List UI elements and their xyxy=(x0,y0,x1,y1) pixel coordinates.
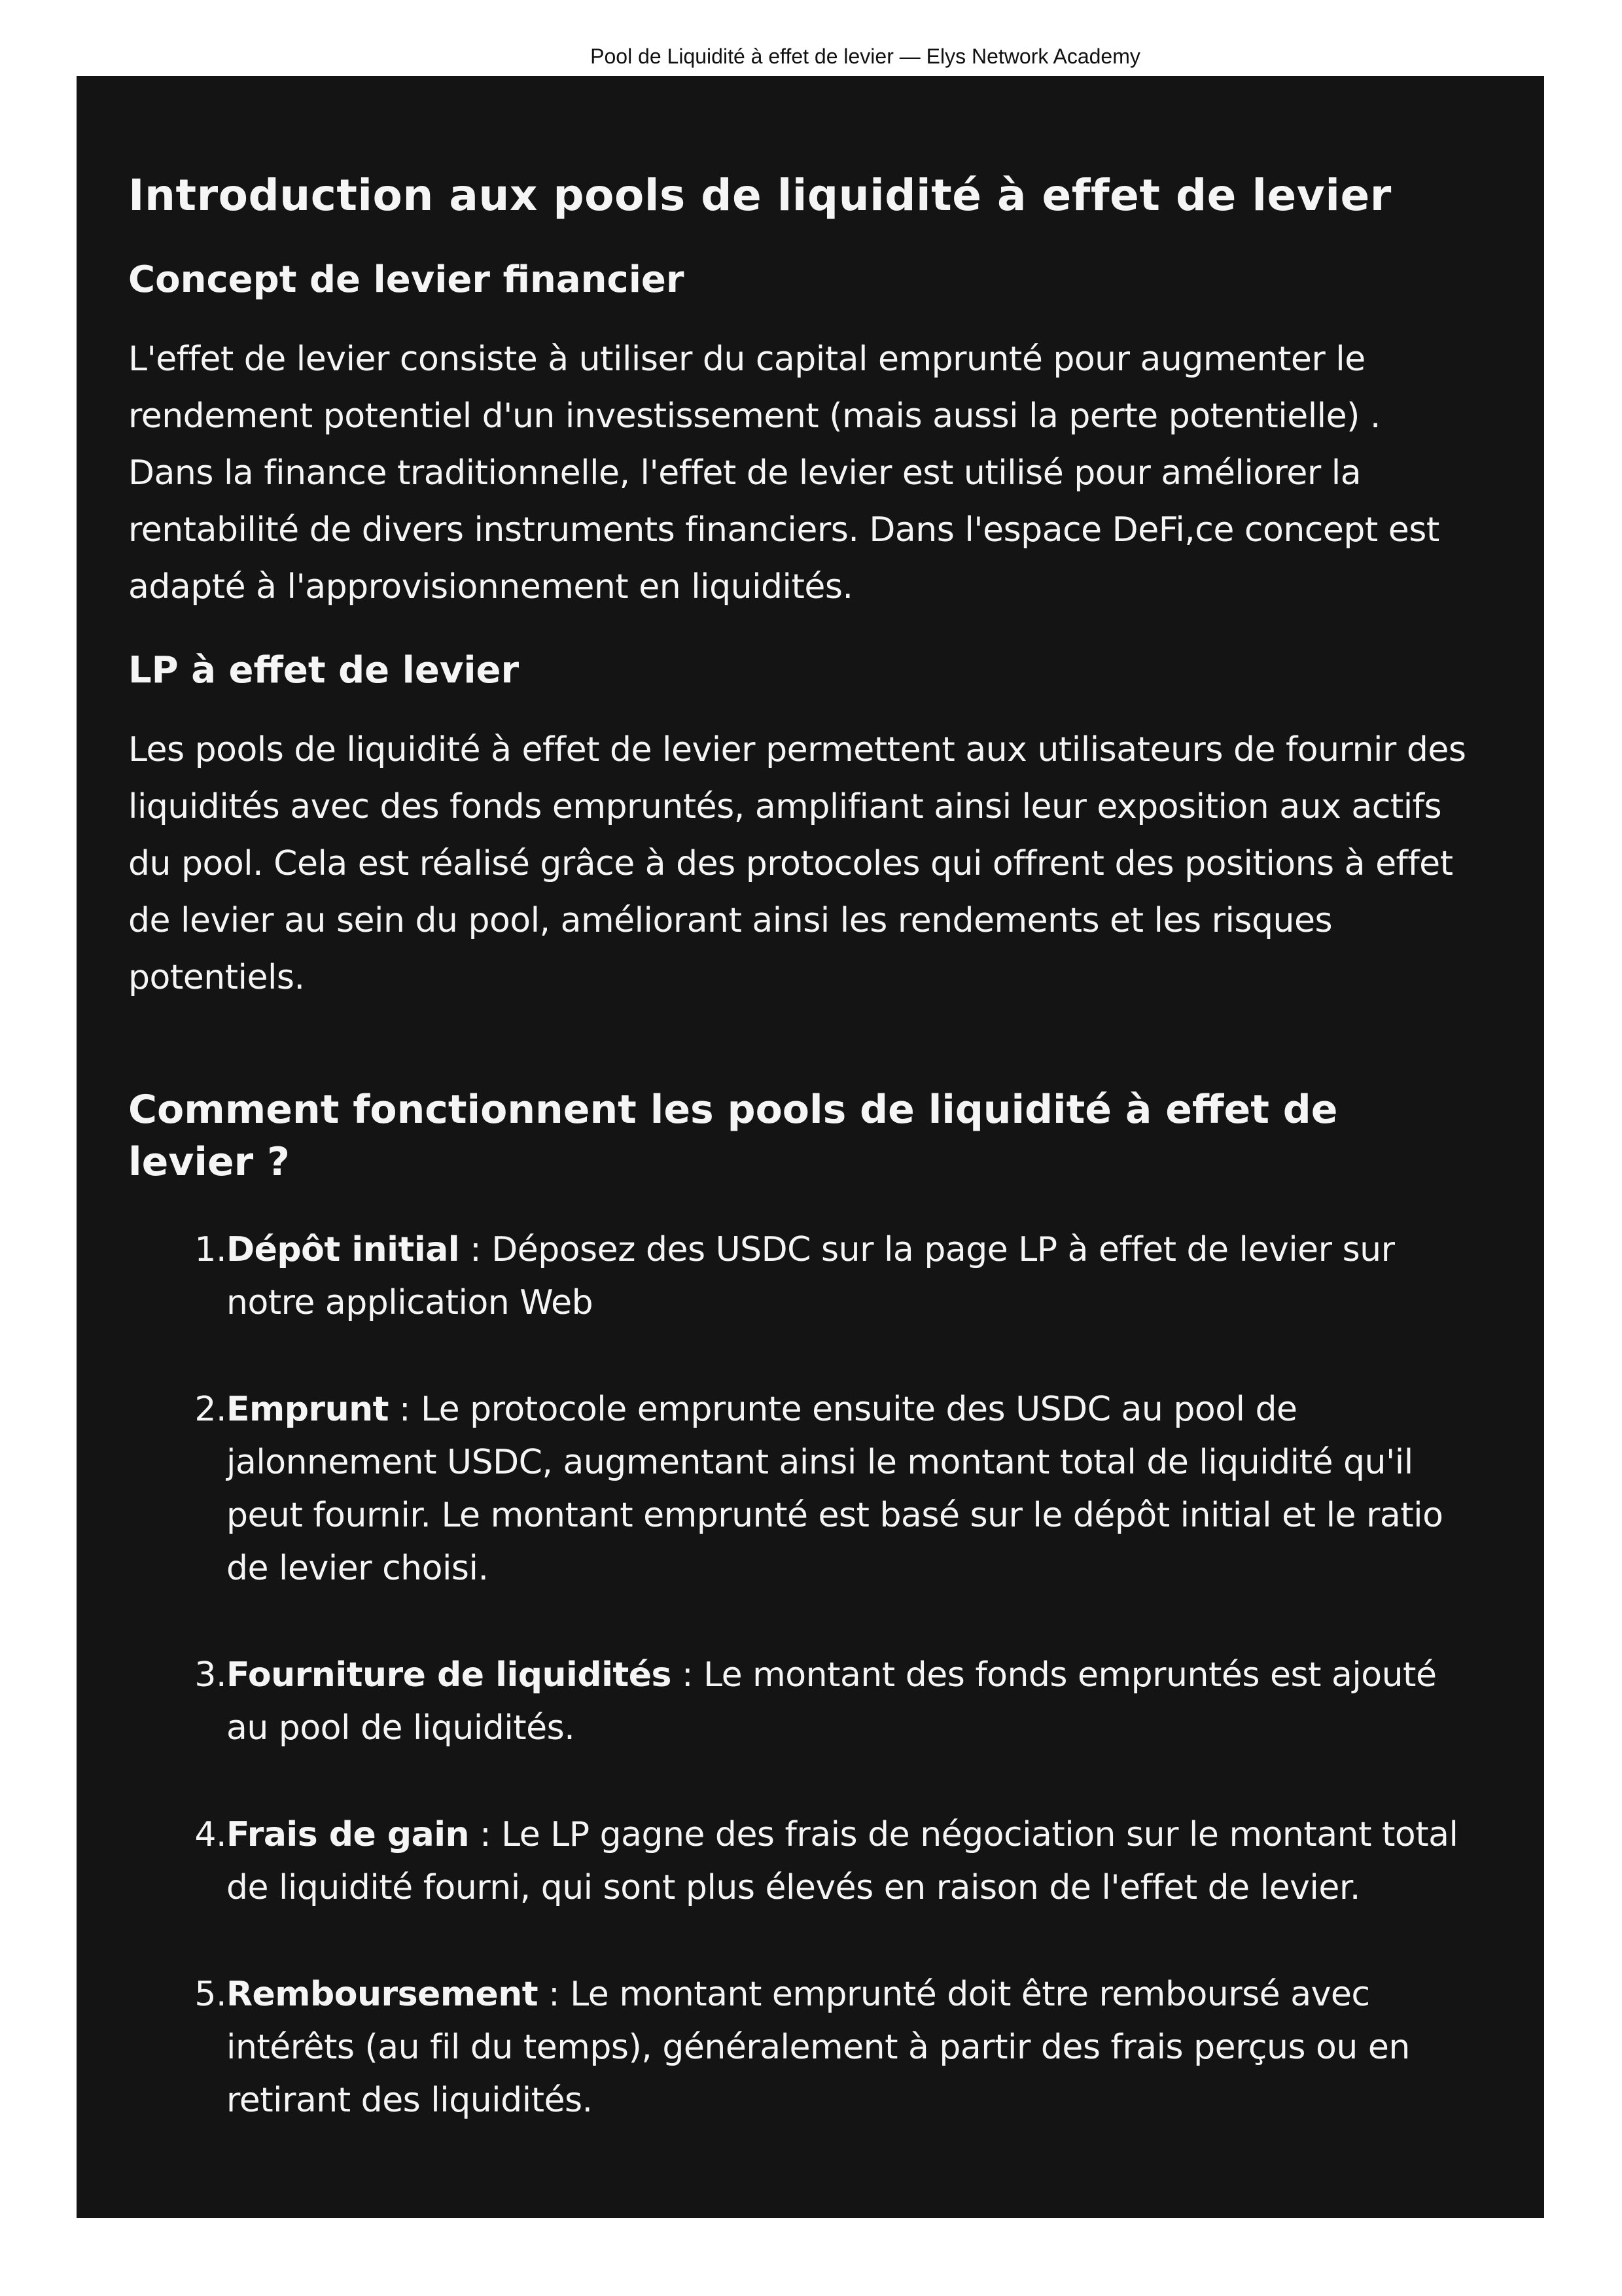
section-heading-levier-financier: Concept de levier financier xyxy=(128,258,684,301)
step-content xyxy=(226,1968,1472,2127)
section-body-lp-levier: Les pools de liquidité à effet de levier permettent aux utilisateurs de fournir des liquidités avec des fonds empruntés, amplifiant ainsi leur exposition aux actifs du pool. Cela est réalisé grâce à des protocoles qui offrent des positions à effet de levier au sein du pool, améliorant ainsi les rendements et les risques potentiels. xyxy=(128,730,1466,997)
step-title: Emprunt xyxy=(226,1390,389,1429)
list-item xyxy=(128,1809,1472,1915)
step-number: 4. xyxy=(194,1815,226,1854)
list-item xyxy=(128,1383,1472,1595)
step-content xyxy=(226,1809,1472,1915)
list-item xyxy=(128,1968,1472,2127)
step-title: Fourniture de liquidités xyxy=(226,1655,671,1695)
section-heading-how-it-works: Comment fonctionnent les pools de liquidité à effet de levier ? xyxy=(128,1087,1338,1185)
section-heading-lp-levier: LP à effet de levier xyxy=(128,649,520,692)
section-body-levier-financier: L'effet de levier consiste à utiliser du capital emprunté pour augmenter le rendement potentiel d'un investissement (mais aussi la perte potentielle) . Dans la finance traditionnelle, l'effet de levier est utilisé pour améliorer la rentabilité de divers instruments financiers. Dans l'espace DeFi,ce concept est adapté à l'approvisionnement en liquidités. xyxy=(128,340,1439,607)
list-item xyxy=(128,1224,1472,1330)
step-number: 5. xyxy=(194,1975,226,2014)
step-content xyxy=(226,1649,1472,1755)
step-text: : Le protocole emprunte ensuite des USDC au pool de jalonnement USDC, augmentant ainsi le montant total de liquidité qu'il peut fournir. Le montant emprunté est basé sur le dépôt initial et le ratio de levier choisi. xyxy=(226,1390,1443,1588)
step-text: : Déposez des USDC sur la page LP à effet de levier sur notre application Web xyxy=(226,1230,1395,1322)
content-panel xyxy=(77,76,1544,2218)
running-header: Pool de Liquidité à effet de levier — Elys Network Academy xyxy=(590,44,1140,68)
step-title: Remboursement xyxy=(226,1975,538,2014)
step-text: : Le montant des fonds empruntés est ajouté au pool de liquidités. xyxy=(226,1655,1437,1748)
step-number: 2. xyxy=(194,1390,226,1429)
step-number: 1. xyxy=(194,1230,226,1269)
step-title: Frais de gain xyxy=(226,1815,470,1854)
step-text: : Le LP gagne des frais de négociation sur le montant total de liquidité fourni, qui sont plus élevés en raison de l'effet de levier. xyxy=(226,1815,1458,1907)
steps-list xyxy=(128,1224,1472,2127)
step-text: : Le montant emprunté doit être remboursé avec intérêts (au fil du temps), généralement à partir des frais perçus ou en retirant des liquidités. xyxy=(226,1975,1410,2120)
step-number: 3. xyxy=(194,1655,226,1695)
step-content xyxy=(226,1224,1472,1330)
document-title: Introduction aux pools de liquidité à effet de levier xyxy=(128,170,1392,221)
step-title: Dépôt initial xyxy=(226,1230,460,1269)
list-item xyxy=(128,1649,1472,1755)
step-content xyxy=(226,1383,1472,1595)
